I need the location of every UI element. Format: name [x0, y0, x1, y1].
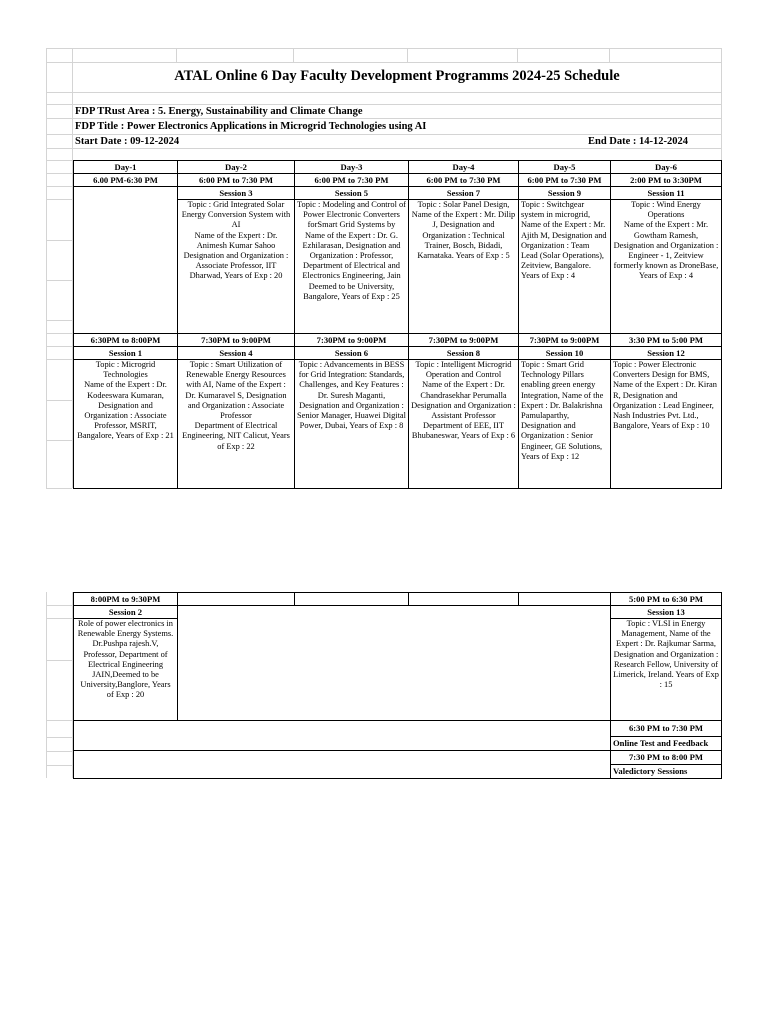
session-label: Session 13 — [611, 606, 722, 619]
session-label: Session 12 — [611, 347, 722, 360]
time-cell: 6:00 PM to 7:30 PM — [519, 174, 611, 187]
session-detail: Topic : Smart Utilization of Renewable Energy Resources with AI, Name of the Expert : Dr. Kumaravel S, Designation and Organization : Associate Professor Department of Electrical Engineering, NIT Calicut, Years of Exp : 22 — [178, 360, 295, 489]
session-label: Session 3 — [178, 187, 295, 200]
page-title: ATAL Online 6 Day Faculty Development Programms 2024-25 Schedule — [174, 68, 620, 84]
slot1-session-row — [74, 187, 722, 200]
session-label: Session 2 — [74, 606, 178, 619]
session-detail: Role of power electronics in Renewable Energy Systems. Dr.Pushpa rajesh.V, Professor, Department of Electrical Engineering JAIN,Deemed to be University,Banglore, Years of Exp : 20 — [74, 619, 178, 721]
day-header: Day-1 — [74, 161, 178, 174]
day-header: Day-6 — [611, 161, 722, 174]
day-header: Day-2 — [178, 161, 295, 174]
session-label: Session 9 — [519, 187, 611, 200]
day-header: Day-3 — [295, 161, 409, 174]
session-detail: Topic : Advancements in BESS for Grid Integration: Standards, Challenges, and Key Features : Dr. Suresh Maganti, Designation and Organization : Senior Manager, Huawei Digital Power, Dubai, Years of Exp : 8 — [295, 360, 409, 489]
time-cell: 6:00 PM to 7:30 PM — [178, 174, 295, 187]
empty-cell — [178, 593, 295, 606]
session-label: Session 10 — [519, 347, 611, 360]
slot2-session-row — [74, 347, 722, 360]
time-cell: 2:00 PM to 3:30PM — [611, 174, 722, 187]
day-header: Day-4 — [409, 161, 519, 174]
valedictory-time-row — [74, 751, 722, 765]
empty-merged-cell — [178, 606, 611, 721]
time-cell: 7:30PM to 9:00PM — [409, 334, 519, 347]
session-detail: Topic : Intelligent Microgrid Operation and Control Name of the Expert : Dr. Chandrasekhar Perumalla Designation and Organization : Assistant Professor Department of EEE, IIT Bhubaneswar, Years of Exp : 6 — [409, 360, 519, 489]
slot2-detail-row — [74, 360, 722, 489]
session-label: Session 1 — [74, 347, 178, 360]
session-label: Session 7 — [409, 187, 519, 200]
start-date: Start Date : 09-12-2024 — [75, 136, 180, 147]
time-cell: 5:00 PM to 6:30 PM — [611, 593, 722, 606]
time-cell: 6:00 PM to 7:30 PM — [409, 174, 519, 187]
slot2-time-row — [74, 334, 722, 347]
session-label: Session 5 — [295, 187, 409, 200]
session-label: Session 11 — [611, 187, 722, 200]
day-header-row — [74, 161, 722, 174]
day-header: Day-5 — [519, 161, 611, 174]
time-cell: 6:30PM to 8:00PM — [74, 334, 178, 347]
fdp-trust-area: FDP TRust Area : 5. Energy, Sustainability and Climate Change — [75, 106, 363, 117]
session-detail: Topic : Wind Energy Operations Name of the Expert : Mr. Gowtham Ramesh, Designation and Organization : Engineer - 1, Zeitview formerly known as DroneBase, Years of Exp : 4 — [611, 200, 722, 334]
valedictory-label: Valedictory Sessions — [611, 765, 722, 779]
session-detail: Topic : Smart Grid Technology Pillars enabling green energy Integration, Name of the Expert : Dr. Balakrishna Pamulaparthy, Designation and Organization : Senior Engineer, GE Solutions, Years of Exp : 12 — [519, 360, 611, 489]
session-label: Session 8 — [409, 347, 519, 360]
slot1-time-row — [74, 174, 722, 187]
session-detail: Topic : Power Electronic Converters Design for BMS, Name of the Expert : Dr. Kiran R, Designation and Organization : Lead Engineer, Nash Industries Pvt. Ltd., Bangalore, Years of Exp : 10 — [611, 360, 722, 489]
session-detail: Topic : VLSI in Energy Management, Name of the Expert : Dr. Rajkumar Sarma, Designation and Organization : Research Fellow, University of Limerick, Ireland. Years of Exp : 15 — [611, 619, 722, 721]
fdp-title: FDP Title : Power Electronics Applications in Microgrid Technologies using AI — [75, 121, 427, 132]
session-detail: Topic : Modeling and Control of Power Electronic Converters forSmart Grid Systems by Name of the Expert : Dr. G. Ezhilarasan, Designation and Organization : Professor, Department of Electrical and Electronics Engineering, Jain Deemed to be University, Bangalore, Years of Exp : 25 — [295, 200, 409, 334]
slot3-time-row — [74, 593, 722, 606]
session-detail: Topic : Solar Panel Design, Name of the Expert : Mr. Dilip J, Designation and Organization : Technical Trainer, Bosch, Bidadi, Karnataka. Years of Exp : 5 — [409, 200, 519, 334]
empty-merged-cell — [74, 721, 611, 751]
session-detail-empty — [74, 187, 178, 334]
session-detail: Topic : Microgrid Technologies Name of the Expert : Dr. Kodeeswara Kumaran, Designation and Organization : Associate Professor, MSRIT, Bangalore, Years of Exp : 21 — [74, 360, 178, 489]
empty-merged-cell — [74, 751, 611, 779]
time-cell: 3:30 PM to 5:00 PM — [611, 334, 722, 347]
session-label: Session 6 — [295, 347, 409, 360]
end-date: End Date : 14-12-2024 — [588, 136, 689, 147]
time-cell: 7:30PM to 9:00PM — [519, 334, 611, 347]
slot3-session-row — [74, 606, 722, 619]
schedule-table — [73, 160, 722, 489]
online-test-label: Online Test and Feedback — [611, 737, 722, 751]
session-detail: Topic : Grid Integrated Solar Energy Conversion System with AI Name of the Expert : Dr. Animesh Kumar Sahoo Designation and Organization : Associate Professor, IIT Dharwad, Years of Exp : 20 — [178, 200, 295, 334]
empty-cell — [519, 593, 611, 606]
time-cell: 7:30PM to 9:00PM — [295, 334, 409, 347]
time-cell: 6:00 PM to 7:30 PM — [295, 174, 409, 187]
time-cell: 6:30 PM to 7:30 PM — [611, 721, 722, 737]
time-cell: 8:00PM to 9:30PM — [74, 593, 178, 606]
time-cell: 6.00 PM-6:30 PM — [74, 174, 178, 187]
test-time-row — [74, 721, 722, 737]
schedule-table-continued — [73, 592, 722, 779]
time-cell: 7:30 PM to 8:00 PM — [611, 751, 722, 765]
empty-cell — [295, 593, 409, 606]
empty-cell — [409, 593, 519, 606]
session-label: Session 4 — [178, 347, 295, 360]
session-detail: Topic : Switchgear system in microgrid, Name of the Expert : Mr. Ajith M, Designation and Organization : Team Lead (Solar Operations), Zeitview, Bangalore. Years of Exp : 4 — [519, 200, 611, 334]
time-cell: 7:30PM to 9:00PM — [178, 334, 295, 347]
